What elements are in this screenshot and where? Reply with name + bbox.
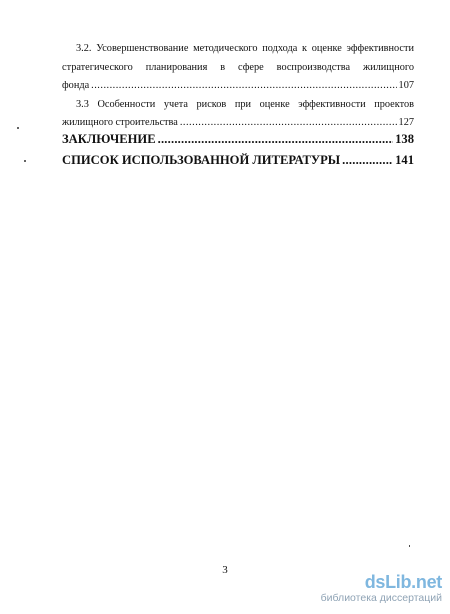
- scan-speck: [17, 127, 19, 129]
- toc-entry-line: стратегического планирования в сфере воспроизводства жилищного: [62, 62, 414, 73]
- toc-page-number: 107: [398, 80, 414, 91]
- scan-speck: [409, 545, 410, 547]
- toc-entry-conclusion: [62, 130, 414, 148]
- toc-entry-text: ЗАКЛЮЧЕНИЕ: [62, 132, 156, 146]
- watermark: [302, 572, 442, 605]
- toc-entry-text: жилищного строительства: [62, 117, 178, 128]
- toc-entry-text: фонда: [62, 80, 90, 91]
- toc-page-number: 141: [395, 153, 414, 167]
- toc-entry-references: [62, 151, 414, 169]
- dot-leader: [91, 79, 396, 93]
- toc-page-number: 127: [398, 117, 414, 128]
- toc-entry-line: 3.2. Усовершенствование методического подхода к оценке эффективности: [76, 43, 414, 54]
- toc-page-number: 138: [395, 132, 414, 146]
- page-number: 3: [222, 564, 228, 576]
- watermark-tagline: библиотека диссертаций: [320, 592, 442, 604]
- dot-leader: [158, 130, 394, 148]
- toc-entry-line: [62, 79, 414, 93]
- watermark-brand: dsLib.net: [364, 572, 442, 592]
- dot-leader: [180, 116, 397, 130]
- dot-leader: [342, 151, 393, 169]
- toc-entry-line: 3.3 Особенности учета рисков при оценке эффективности проектов: [76, 99, 414, 110]
- toc-entry-text: СПИСОК ИСПОЛЬЗОВАННОЙ ЛИТЕРАТУРЫ: [62, 153, 341, 167]
- scan-speck: [24, 160, 26, 162]
- toc-entry-line: [62, 116, 414, 130]
